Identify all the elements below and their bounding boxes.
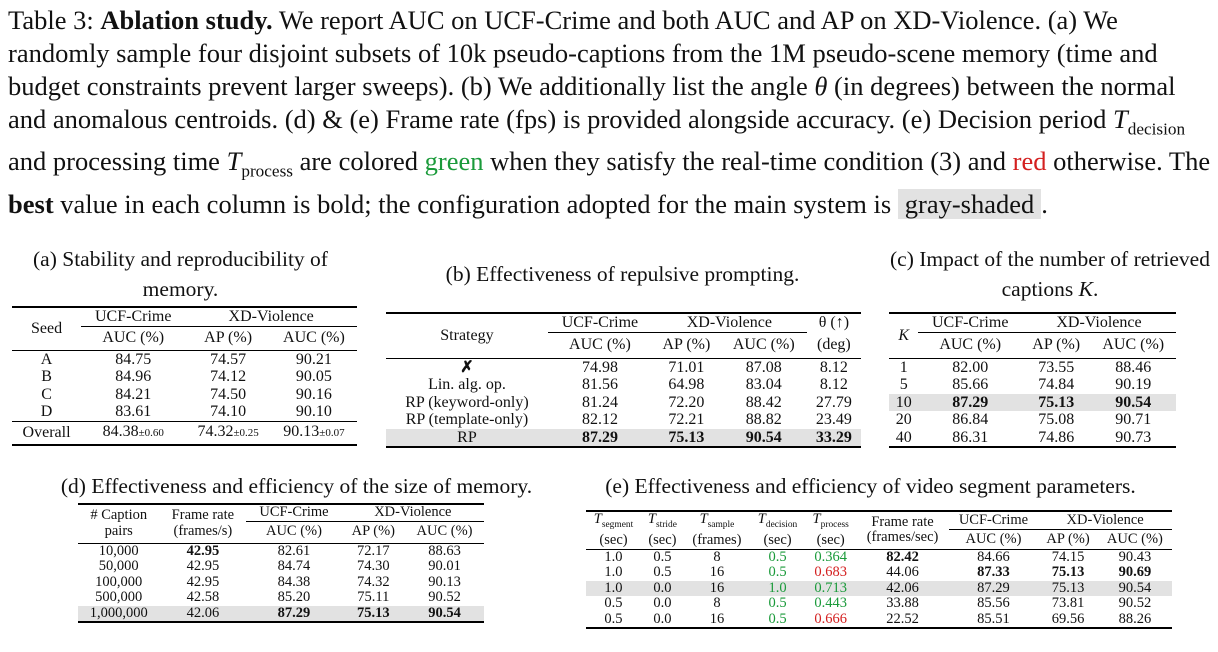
cell: 64.98 [668,376,705,393]
cell: 74.32±0.25 [197,423,259,440]
cell: 0.683 [814,564,847,581]
cell: 72.21 [668,411,705,428]
cell: 90.71 [1115,411,1152,428]
header-k: K [889,313,918,358]
table-row [386,411,861,429]
cell: 81.56 [581,376,618,393]
cell: 1.0 [604,564,623,581]
cell: 75.13 [1051,564,1085,581]
caption-text: . [1041,188,1048,219]
cell: 100,000 [95,573,143,590]
caption-text: when they satisfy the real-time condition (3) and [483,146,1013,177]
header-xd: XD-Violence [1022,313,1176,332]
subtable-c [889,312,1176,448]
table-row [586,596,1172,612]
cell: 83.04 [745,376,782,393]
table-row-selected [889,394,1176,412]
cell: 0.5 [768,595,787,612]
cell: 90.43 [1118,548,1152,565]
cell: 8 [713,595,721,612]
cell: 86.84 [952,411,989,428]
cell: 83.61 [115,403,152,420]
cell: 88.82 [745,411,782,428]
cell: 0.5 [653,548,672,565]
table-caption [8,4,1212,221]
table-row [889,411,1176,429]
cell: 88.26 [1118,610,1152,627]
cell: 75.13 [1038,581,1098,597]
cell: 82.12 [581,411,618,428]
cell: 1 [899,358,908,376]
cell: 84.38 [277,573,311,590]
caption-theta: θ [814,71,828,101]
header-deg: (deg) [816,336,851,353]
cell: 90.69 [1118,564,1152,581]
cell: 84.21 [115,385,152,403]
cell: 10 [889,394,918,412]
cell: 85.66 [952,376,989,393]
cell: RP (keyword-only) [405,393,529,411]
header-ucf: UCF-Crime [81,307,185,326]
cell: 90.21 [295,350,332,368]
cell: 90.52 [1118,595,1152,612]
cell: 33.29 [807,429,861,448]
cell: 84.96 [115,368,152,385]
header-auc: AUC (%) [265,523,322,540]
cell: 42.06 [159,606,246,623]
header-ap: AP (%) [351,523,396,540]
cell: 22.52 [886,610,919,627]
cell: 42.06 [856,581,948,597]
header-auc: AUC (%) [416,523,473,540]
header-strategy: Strategy [386,313,548,358]
cell: 50,000 [98,558,139,574]
header-t-sample: $T_{sample}$ (frames) [684,511,750,549]
cell: 500,000 [95,589,143,605]
cell: 8.12 [819,358,848,376]
header-ap: AP (%) [1046,530,1090,547]
table-row-selected [386,429,861,448]
cell: 69.56 [1051,610,1085,627]
cell: 33.88 [886,595,919,612]
cell: C [41,385,52,403]
caption-red-word: red [1012,146,1047,177]
cell: 27.79 [815,393,852,411]
cell: 85.20 [277,589,311,605]
table-row [386,358,861,376]
header-ucf: UCF-Crime [246,504,341,521]
header-ap: AP (%) [204,329,253,347]
cell: 84.66 [977,548,1010,565]
table-row [586,565,1172,581]
cell: 16 [684,581,750,597]
caption-t: T [226,146,242,177]
table-row-overall [12,421,357,445]
cell: 87.29 [548,429,652,448]
cell: ✗ [460,358,474,376]
cell: RP [386,429,548,448]
cell: 74.50 [210,385,247,403]
cell: 0.0 [641,581,684,597]
cell: 90.16 [295,385,332,403]
cell: 1,000,000 [78,606,159,623]
cell: 0.0 [653,610,672,627]
cell: 75.11 [357,589,390,605]
cell: D [40,403,53,420]
cell: 90.54 [1090,394,1176,412]
caption-text: (in degrees) between the normal and anomalous centroids. (d) & (e) Frame rate (fps) is provided alongside accuracy. (e) Decision period [8,71,1176,134]
cell: 0.5 [653,564,672,581]
table-row [78,590,484,606]
cell: 90.13 [428,573,461,590]
cell: 82.42 [886,548,919,565]
cell: 0.713 [805,581,856,597]
cell: 1.0 [750,581,805,597]
cell: A [40,350,53,368]
table-row [12,403,357,421]
caption-text: and processing time [8,146,227,177]
cell: Lin. alg. op. [428,376,506,393]
caption-label: Table 3: [8,5,94,35]
cell: Overall [22,424,71,441]
cell: 8 [713,548,721,565]
header-ap: AP (%) [662,336,711,354]
caption-gray-word: gray-shaded [898,189,1042,219]
cell: 90.54 [1098,581,1172,597]
cell: 0.364 [814,548,847,565]
cell: 85.51 [977,610,1010,627]
cell: 16 [709,564,725,581]
table-row [586,549,1172,565]
cell: 74.32 [357,573,390,590]
caption-text: value in each column is bold; the configuration adopted for the main system is [53,188,898,219]
cell: 75.08 [1038,411,1075,428]
caption-t: T [1113,104,1128,134]
cell: 84.75 [115,350,152,368]
cell: 10,000 [98,542,139,559]
table-row [78,559,484,575]
header-auc: AUC (%) [1102,336,1165,354]
cell: 74.98 [581,358,618,376]
table-row [889,376,1176,394]
cell: 0.0 [653,595,672,612]
cell: 42.95 [186,573,220,590]
table-row-selected [586,581,1172,597]
header-ap: AP (%) [1032,336,1081,354]
cell: 88.63 [428,542,461,559]
cell: 90.19 [1115,376,1152,393]
cell: 90.54 [405,606,484,623]
cell: 90.13±0.07 [283,423,345,440]
table-row [889,429,1176,448]
cell: 85.56 [977,595,1010,612]
cell: 42.95 [186,542,220,559]
cell: 40 [895,428,912,446]
header-xd: XD-Violence [1038,511,1172,529]
header-auc: AUC (%) [102,329,165,347]
cell: 0.5 [604,595,623,612]
cell: 90.01 [428,558,461,574]
header-xd: XD-Violence [652,313,807,332]
cell: 74.84 [1038,376,1075,393]
header-xd: XD-Violence [342,504,484,521]
subtable-e [586,510,1172,629]
cell: 87.33 [977,564,1010,581]
header-auc: AUC (%) [939,336,1002,354]
subtable-d [78,503,484,623]
cell: 0.5 [768,548,787,565]
cell: 90.52 [428,589,461,605]
caption-text: otherwise. The [1046,146,1211,177]
cell: 87.08 [745,358,782,376]
header-frame-rate: Frame rate (frames/sec) [856,511,948,549]
cell: 73.81 [1051,595,1085,612]
cell: 75.13 [342,606,405,623]
cell: 81.24 [581,393,618,411]
header-caption-pairs: # Caption pairs [78,504,159,543]
subtable-b [386,312,861,448]
cell: 44.06 [886,564,919,581]
cell: 20 [895,411,912,428]
cell: 82.00 [952,358,989,376]
cell: 84.74 [277,558,311,574]
cell: 90.05 [295,368,332,385]
table-row [386,394,861,412]
cell: 0.5 [768,610,787,627]
cell: 74.30 [357,558,390,574]
table-row [78,575,484,591]
cell: 1.0 [604,548,623,565]
cell: 0.5 [768,564,787,581]
subtable-b-title: (b) Effectiveness of repulsive prompting. [445,262,800,286]
cell: 88.42 [745,393,782,411]
subtable-e-title: (e) Effectiveness and efficiency of video segment parameters. [605,474,1136,498]
header-ucf: UCF-Crime [548,313,652,332]
cell: 72.20 [668,393,705,411]
header-ucf: UCF-Crime [949,511,1039,529]
table-row [12,350,357,368]
cell: 74.10 [210,403,247,420]
table-row [12,386,357,404]
header-seed: Seed [12,307,81,350]
cell: 16 [709,610,725,627]
cell: 1.0 [586,581,641,597]
subtable-a [12,306,357,446]
table-row-selected [78,606,484,623]
cell: 42.95 [186,558,220,574]
header-xd: XD-Violence [185,307,357,326]
cell: 72.17 [357,542,390,559]
cell: 74.86 [1038,428,1075,446]
header-ucf: UCF-Crime [918,313,1022,332]
header-auc: AUC (%) [283,329,345,347]
caption-t-process: process [241,161,293,181]
cell: 75.13 [652,429,721,448]
cell: 74.12 [210,368,247,385]
caption-text: We report AUC on UCF-Crime and both AUC and AP on XD-Violence. (a) We randomly sample four disjoint subsets of 10k pseudo-captions from the 1M pseudo-scene memory (time and budget constraints prevent larger sweeps). (b) We additionally list the angle [8,5,1158,101]
subtable-c-title: (c) Impact of the number of retrieved captions K. [890,247,1210,301]
cell: 88.46 [1115,358,1152,376]
caption-text: are colored [292,146,425,177]
header-t-stride: $T_{stride}$ (sec) [641,511,684,549]
header-t-decision: $T_{decision}$ (sec) [750,511,805,549]
cell: 75.13 [1022,394,1090,412]
caption-best-word: best [8,188,54,219]
header-auc: AUC (%) [1106,530,1163,547]
subtable-d-title: (d) Effectiveness and efficiency of the size of memory. [60,474,533,498]
cell: 90.73 [1115,428,1152,446]
header-auc: AUC (%) [569,336,631,354]
table-row [586,612,1172,629]
cell: 74.15 [1051,548,1085,565]
cell: 82.61 [277,542,311,559]
cell: 42.58 [186,589,220,605]
cell: 8.12 [819,376,848,393]
cell: 23.49 [815,411,852,428]
caption-green-word: green [424,146,484,177]
cell: 87.29 [246,606,341,623]
cell: 74.57 [210,350,247,368]
caption-t-decision: decision [1127,119,1186,139]
cell: 0.5 [604,610,623,627]
header-frame-rate: Frame rate (frames/s) [159,504,246,543]
table-row [78,543,484,559]
table-row [386,376,861,394]
header-t-segment: $T_{segment}$ (sec) [586,511,641,549]
table-row [12,368,357,386]
cell: 90.54 [721,429,807,448]
table-row [889,358,1176,376]
cell: 73.55 [1038,358,1075,376]
cell: 90.10 [295,403,332,420]
header-auc: AUC (%) [965,530,1022,547]
header-t-process: $T_{process}$ (sec) [805,511,856,549]
cell: 87.29 [949,581,1039,597]
cell: 87.29 [918,394,1022,412]
cell: 5 [899,376,908,393]
cell: RP (template-only) [405,411,529,428]
cell: 86.31 [952,428,989,446]
cell: 0.666 [814,610,847,627]
header-theta: θ (↑) [818,314,850,332]
cell: B [41,368,52,385]
cell: 71.01 [668,358,705,376]
cell: 84.38±0.60 [102,423,164,440]
header-auc: AUC (%) [732,336,795,354]
caption-title: Ablation study. [100,5,273,35]
cell: 0.443 [814,595,847,612]
subtable-a-title: (a) Stability and reproducibility of memory. [33,247,328,301]
